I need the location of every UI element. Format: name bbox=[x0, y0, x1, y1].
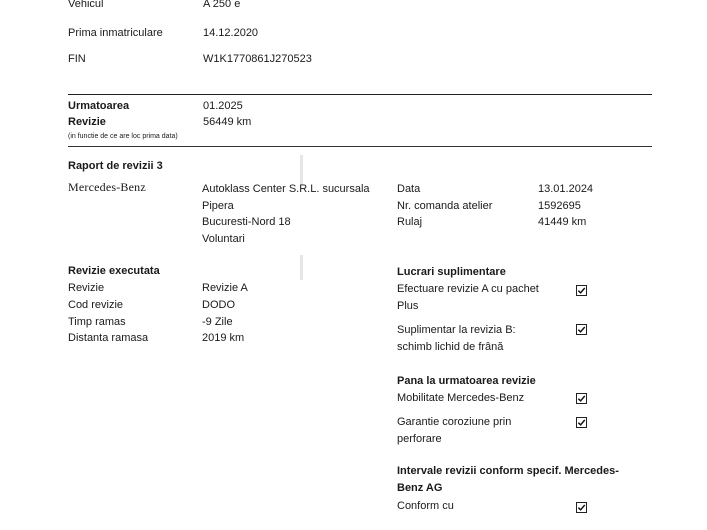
next-service-date: 01.2025 bbox=[203, 100, 243, 112]
checkmark-icon bbox=[577, 418, 586, 427]
until-next-item-line1: Garantie coroziune prin bbox=[397, 416, 512, 428]
divider-top bbox=[68, 94, 652, 95]
report-title: Raport de revizii 3 bbox=[68, 160, 163, 172]
extra-work-item-line2: schimb lichid de frână bbox=[397, 341, 504, 353]
vehicul-label: Vehicul bbox=[68, 0, 104, 10]
dealer-line-1: Autoklass Center S.R.L. sucursala bbox=[202, 183, 370, 195]
extra-work-title: Lucrari suplimentare bbox=[397, 266, 506, 278]
scan-smudge bbox=[300, 255, 303, 280]
executed-row-value: Revizie A bbox=[202, 282, 248, 294]
data-value: 13.01.2024 bbox=[538, 183, 594, 195]
until-next-checkbox[interactable] bbox=[576, 417, 587, 428]
next-service-km: 56449 km bbox=[203, 116, 252, 128]
executed-row-value: 2019 km bbox=[202, 332, 245, 344]
executed-row-label: Cod revizie bbox=[68, 299, 124, 311]
executed-title: Revizie executata bbox=[68, 265, 160, 277]
until-next-item-line2: perforare bbox=[397, 433, 442, 445]
executed-row-label: Timp ramas bbox=[68, 316, 126, 328]
checkmark-icon bbox=[577, 286, 586, 295]
brand-logo-text: Mercedes-Benz bbox=[68, 180, 146, 194]
data-label: Data bbox=[397, 183, 421, 195]
until-next-checkbox[interactable] bbox=[576, 393, 587, 404]
divider-middle bbox=[68, 146, 652, 147]
prima-inmatriculare-value: 14.12.2020 bbox=[203, 27, 259, 39]
intervals-title-line2: Benz AG bbox=[397, 482, 443, 494]
rulaj-value: 41449 km bbox=[538, 216, 587, 228]
checkmark-icon bbox=[577, 394, 586, 403]
dealer-line-2: Pipera bbox=[202, 200, 234, 212]
scan-smudge bbox=[300, 155, 303, 185]
executed-row-value: -9 Zile bbox=[202, 316, 233, 328]
executed-row-label: Revizie bbox=[68, 282, 105, 294]
order-number-label: Nr. comanda atelier bbox=[397, 200, 493, 212]
order-number-value: 1592695 bbox=[538, 200, 581, 212]
next-service-note: (in functie de ce are loc prima data) bbox=[68, 133, 178, 140]
rulaj-label: Rulaj bbox=[397, 216, 423, 228]
extra-work-checkbox[interactable] bbox=[576, 285, 587, 296]
next-service-label-2: Revizie bbox=[68, 116, 106, 128]
prima-inmatriculare-label: Prima inmatriculare bbox=[68, 27, 163, 39]
intervals-item-label: Conform cu bbox=[397, 500, 454, 512]
intervals-title-line1: Intervale revizii conform specif. Mercedes- bbox=[397, 465, 619, 477]
fin-label: FIN bbox=[68, 53, 86, 65]
executed-row-value: DODO bbox=[202, 299, 235, 311]
intervals-checkbox[interactable] bbox=[576, 502, 587, 513]
extra-work-item-line2: Plus bbox=[397, 300, 419, 312]
until-next-title: Pana la urmatoarea revizie bbox=[397, 375, 536, 387]
extra-work-item-line1: Suplimentar la revizia B: bbox=[397, 324, 516, 336]
next-service-label-1: Urmatoarea bbox=[68, 100, 130, 112]
checkmark-icon bbox=[577, 503, 586, 512]
until-next-item-line1: Mobilitate Mercedes-Benz bbox=[397, 392, 525, 404]
fin-value: W1K1770861J270523 bbox=[203, 53, 312, 65]
checkmark-icon bbox=[577, 325, 586, 334]
dealer-line-4: Voluntari bbox=[202, 233, 245, 245]
vehicul-value: A 250 e bbox=[203, 0, 241, 10]
extra-work-checkbox[interactable] bbox=[576, 324, 587, 335]
dealer-line-3: Bucuresti-Nord 18 bbox=[202, 216, 291, 228]
executed-row-label: Distanta ramasa bbox=[68, 332, 149, 344]
extra-work-item-line1: Efectuare revizie A cu pachet bbox=[397, 283, 539, 295]
